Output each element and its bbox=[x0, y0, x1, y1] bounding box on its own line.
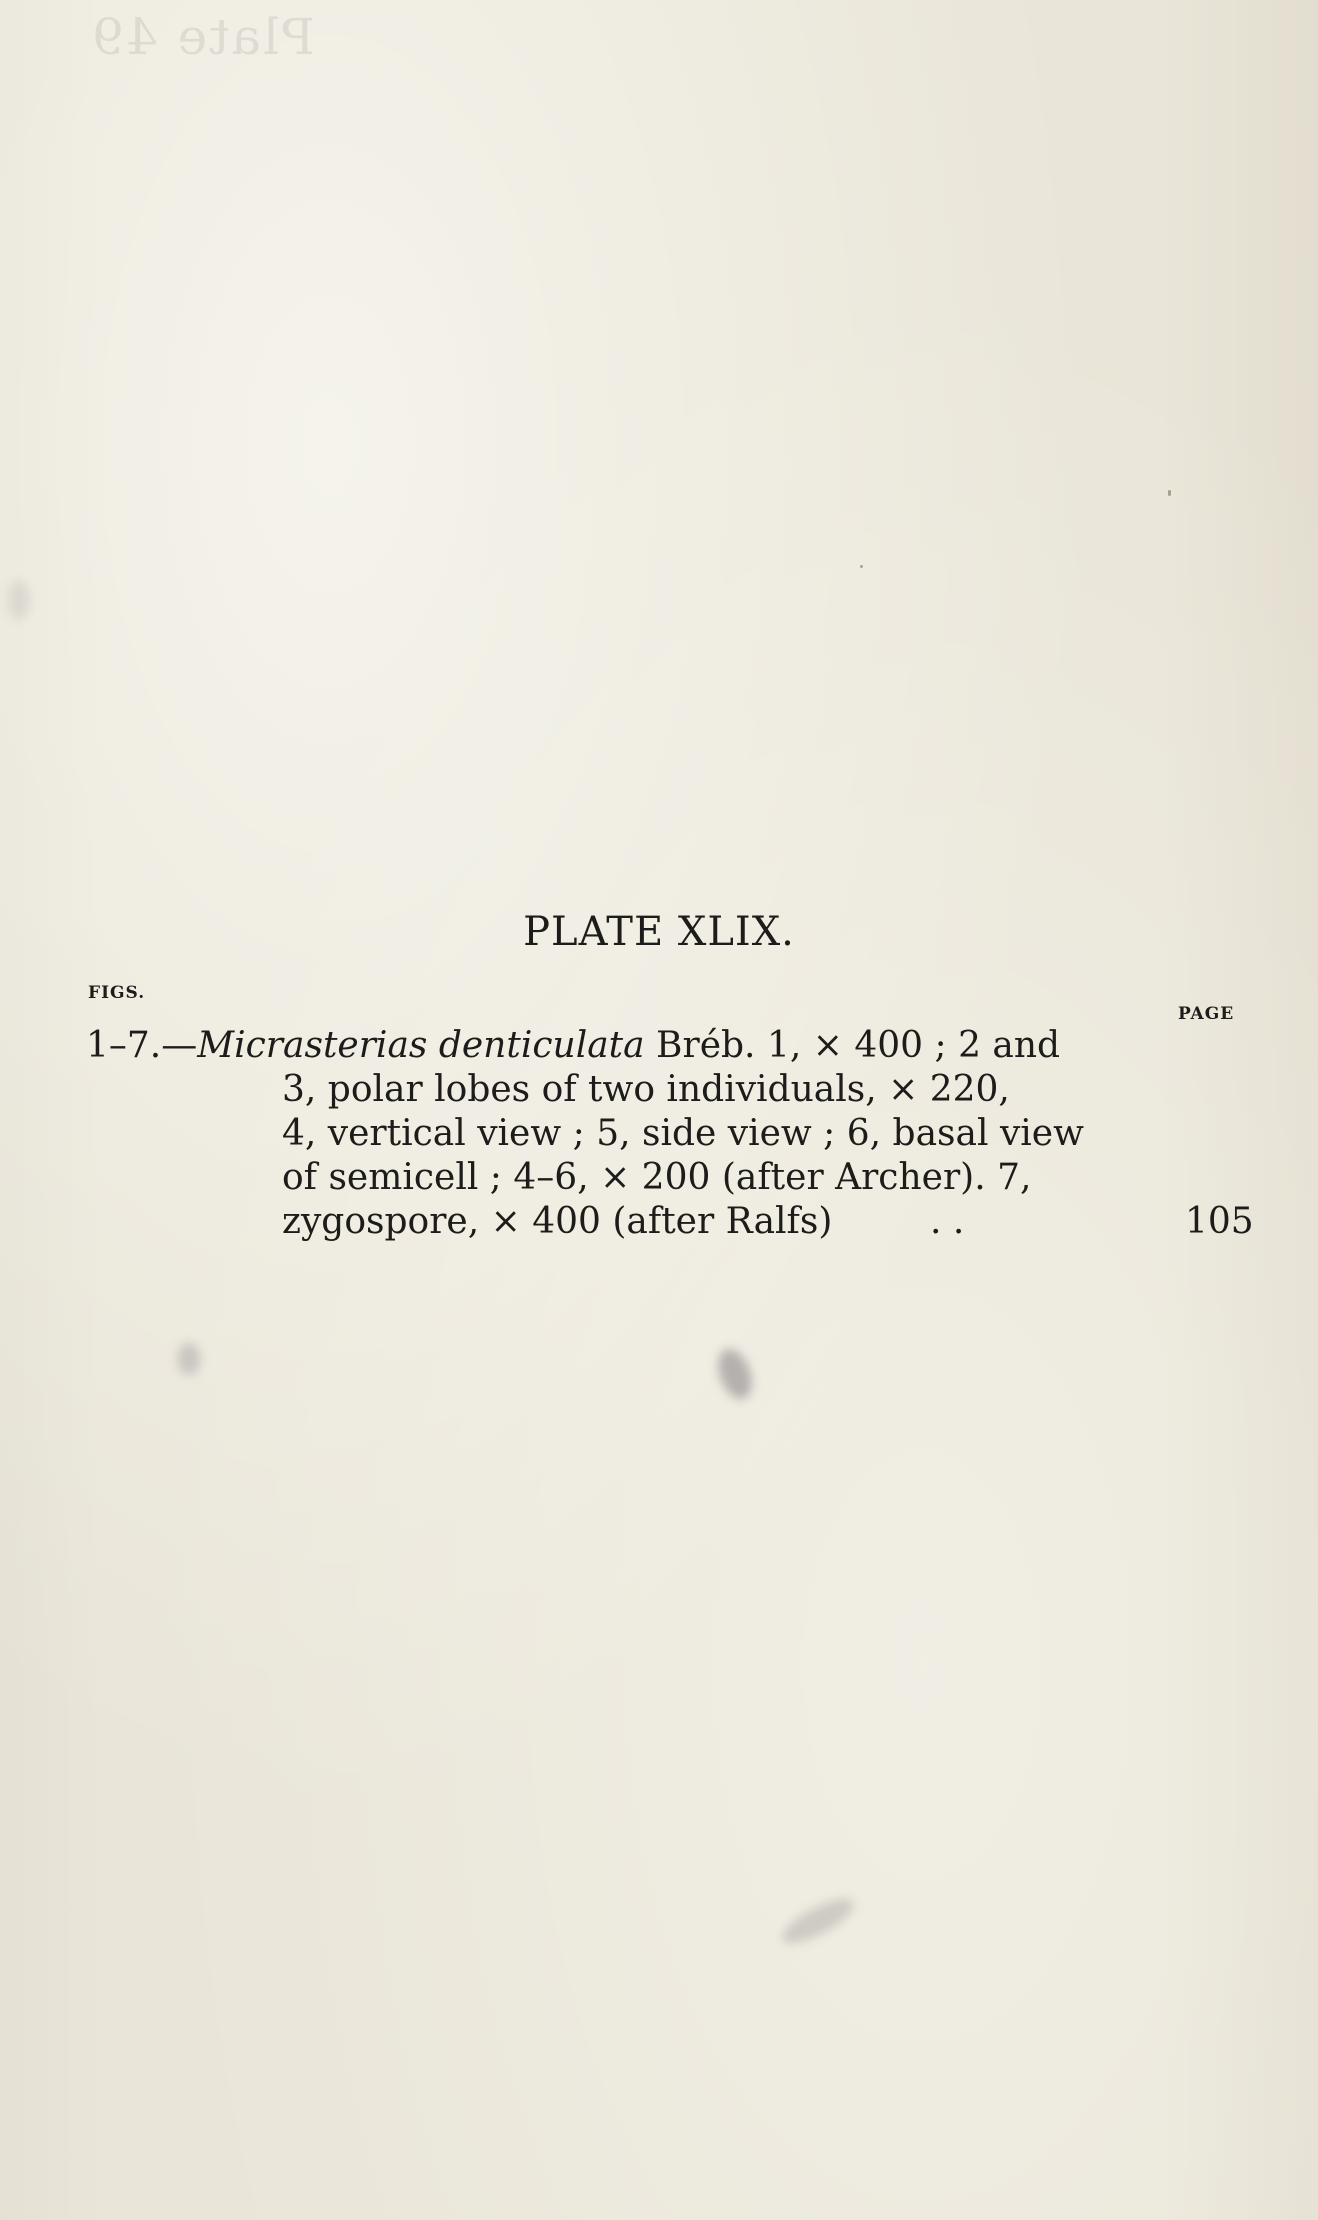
species-name: Micrasterias denticulata bbox=[197, 1025, 645, 1066]
page-column-header: PAGE bbox=[1178, 1004, 1235, 1024]
entry-line-3: 4, vertical view ; 5, side view ; 6, basal view bbox=[282, 1113, 1084, 1154]
figure-numbers: 1–7.— bbox=[86, 1025, 198, 1066]
ink-smudge bbox=[777, 1891, 860, 1952]
entry-line-4: of semicell ; 4–6, × 200 (after Archer). 7, bbox=[282, 1157, 1032, 1198]
entry-line-1 bbox=[86, 1024, 1060, 1068]
ink-smudge bbox=[178, 1343, 200, 1375]
figs-column-header: FIGS. bbox=[88, 983, 146, 1003]
ink-smudge bbox=[712, 1344, 758, 1403]
dot-leaders: . . bbox=[930, 1201, 965, 1242]
plate-title: PLATE XLIX. bbox=[523, 909, 795, 955]
entry-line-2: 3, polar lobes of two individuals, × 220, bbox=[282, 1069, 1010, 1110]
entry-line-5: zygospore, × 400 (after Ralfs) bbox=[282, 1201, 833, 1242]
page-number: 105 bbox=[1185, 1201, 1254, 1242]
bleed-through-text: Plate 49 bbox=[90, 8, 315, 66]
paper-speck bbox=[860, 565, 863, 568]
entry-line-1-text: Bréb. 1, × 400 ; 2 and bbox=[644, 1025, 1061, 1066]
ink-smudge bbox=[8, 580, 30, 620]
paper-speck bbox=[1168, 490, 1171, 496]
